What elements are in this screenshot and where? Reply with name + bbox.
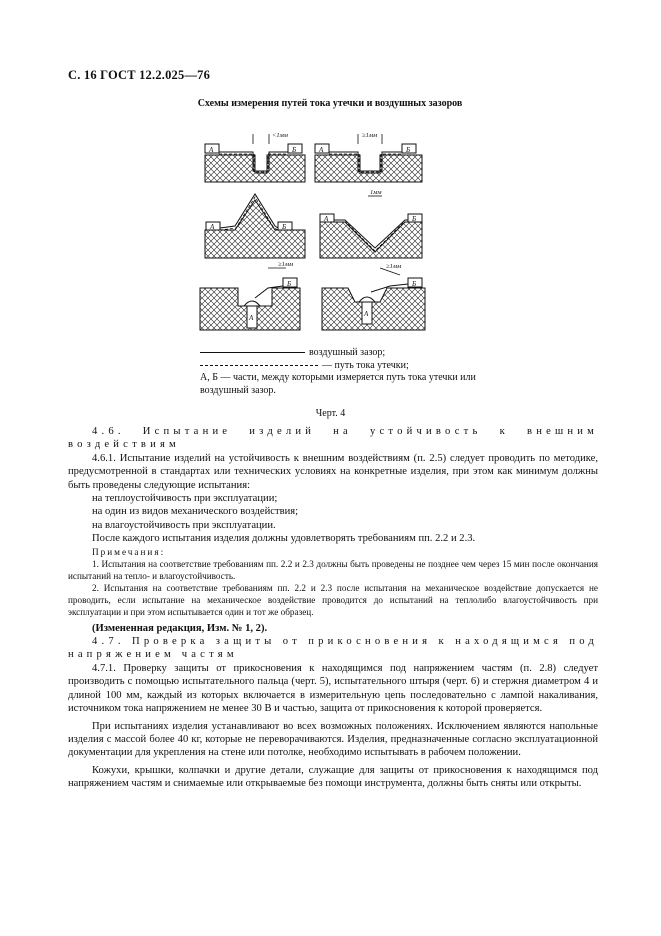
dim-lt1-label: <1мм (272, 132, 288, 139)
dim-ge1-label-3: ≥1мм (386, 263, 402, 270)
legend-parts: А, Б — части, между которыми измеряется путь тока утечки или воздушный зазор. (200, 372, 476, 396)
part-a-label: А (324, 215, 329, 223)
part-b-label: Б (412, 215, 417, 223)
part-a-label: А (364, 310, 369, 318)
part-b-label: Б (406, 146, 411, 154)
part-a-label: А (249, 314, 254, 322)
figure-legend (200, 347, 500, 397)
note-2: 2. Испытания на соответствие требованиям пп. 2.2 и 2.3 после испытания на механическое воздействие допускается не проводить, если испытание на механическое воздействие проводится до испытаний на теплолибо влагоустойчивость при эксплуатации и при этом испытывается один и тот же образец. (68, 582, 598, 617)
dim-1mm-label: 1мм (370, 189, 382, 196)
para-covers: Кожухи, крышки, колпачки и другие детали, служащие для защиты от прикосновения к находящимся под напряжением частям и снимаемые или открываемые без помощи инструмента, должны быть сняты или открыты. (68, 764, 598, 790)
section-4-6-heading: 4.6. Испытание изделий на устойчивость к внешним воздействиям (68, 426, 598, 451)
section-4-7-heading: 4.7. Проверка защиты от прикосновения к находящимся под напряжением частям (68, 636, 598, 661)
figure-title: Схемы измерения путей тока утечки и воздушных зазоров (197, 98, 463, 109)
figure-drawing (190, 130, 430, 345)
part-b-label: Б (412, 280, 417, 288)
legend-air-gap: воздушный зазор; (309, 347, 386, 358)
part-a-label: А (209, 146, 214, 154)
part-a-label: А (210, 223, 215, 231)
figure-caption: Черт. 4 (315, 408, 346, 419)
legend-leakage: — путь тока утечки; (322, 359, 409, 371)
dim-ge1-label-2: ≥1мм (278, 261, 294, 268)
dashed-line-sample (200, 365, 318, 366)
para-4-7-1: 4.7.1. Проверку защиты от прикосновения к находящимся под напряжением частям (п. 2.8) следует производить с помощью испытательного пальца (черт. 5), испытательного штыря (черт. 6) и стержня диаметром 4 и длиной 100 мм, каждый из которых включается в измерительную цепь последовательно с лампой накаливания, источником тока напряжением не менее 30 В и частью, защита от прикосновения к которой проверяется. (68, 662, 598, 715)
part-a-label: А (319, 146, 324, 154)
para-after-tests: После каждого испытания изделия должны удовлетворять требованиям пп. 2.2 и 2.3. (92, 533, 476, 545)
list-item: на влагоустойчивость при эксплуатации. (92, 519, 276, 531)
para-positions: При испытаниях изделия устанавливают во всех возможных положениях. Исключением являются напольные изделия с массой более 40 кг, которые не переворачиваются. Изделия, предназначенные согласно эксплуатационной документации для укрепления на стене или потолке, необходимо испытывать в рабочем положении. (68, 720, 598, 759)
notes-heading: Примечания: (92, 546, 166, 557)
note-1: 1. Испытания на соответствие требованиям пп. 2.2 и 2.3 должны быть проведены не позднее чем через 15 мин после окончания испытаний на тепло- и влагоустойчивость. (68, 558, 598, 581)
list-item: на один из видов механического воздействия; (92, 506, 299, 518)
solid-line-sample (200, 352, 305, 353)
part-b-label: Б (287, 280, 292, 288)
list-item: на теплоустойчивость при эксплуатации; (92, 493, 278, 505)
part-b-label: Б (292, 146, 297, 154)
body-text (68, 425, 598, 791)
edition-note: (Измененная редакция, Изм. № 1, 2). (92, 622, 268, 634)
para-4-6-1: 4.6.1. Испытание изделий на устойчивость к внешним воздействиям (п. 2.5) следует проводить по методике, предусмотренной в стандартах или технических условиях на конкретные изделия, при этом как минимум должны быть проведены следующие испытания: (68, 452, 598, 491)
page-header: С. 16 ГОСТ 12.2.025—76 (68, 68, 211, 82)
part-b-label: Б (282, 223, 287, 231)
dim-ge1-label-1: ≥1мм (362, 132, 378, 139)
